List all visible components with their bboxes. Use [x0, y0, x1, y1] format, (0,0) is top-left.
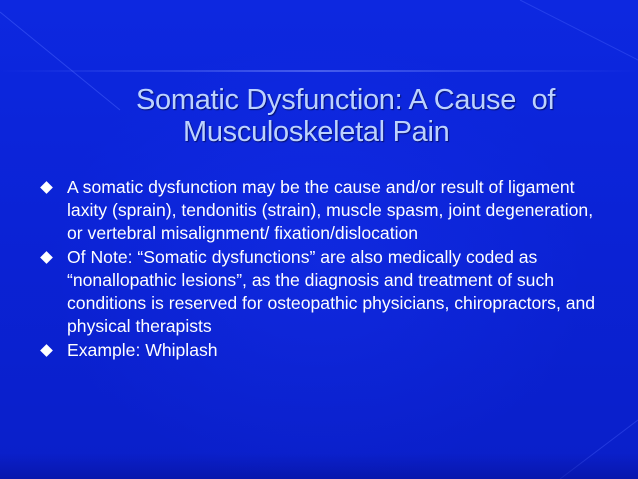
diagonal-line [520, 0, 638, 60]
diamond-bullet-icon [40, 181, 53, 194]
diamond-bullet-icon [40, 251, 53, 264]
title-line-1: Somatic Dysfunction: A Cause of [136, 84, 556, 116]
bullet-item [42, 246, 602, 338]
bullet-text: Example: Whiplash [67, 340, 218, 360]
bullet-list [42, 176, 602, 363]
title-line-2: Musculoskeletal Pain [183, 116, 450, 148]
bullet-text: Of Note: “Somatic dysfunctions” are also medically coded as “nonallopathic lesions”, as the diagnosis and treatment of such conditions is reserved for osteopathic physicians, chiropractors, and physical therapists [67, 247, 596, 336]
slide-title [0, 84, 638, 148]
bullet-text: A somatic dysfunction may be the cause and/or result of ligament laxity (sprain), tendonitis (strain), muscle spasm, joint degeneration, or vertebral misalignment/ fixation/dislocation [67, 177, 594, 243]
bullet-item [42, 176, 602, 245]
horizontal-highlight [0, 70, 638, 72]
diamond-bullet-icon [40, 344, 53, 357]
bottom-band [0, 453, 638, 479]
bullet-item [42, 339, 602, 362]
